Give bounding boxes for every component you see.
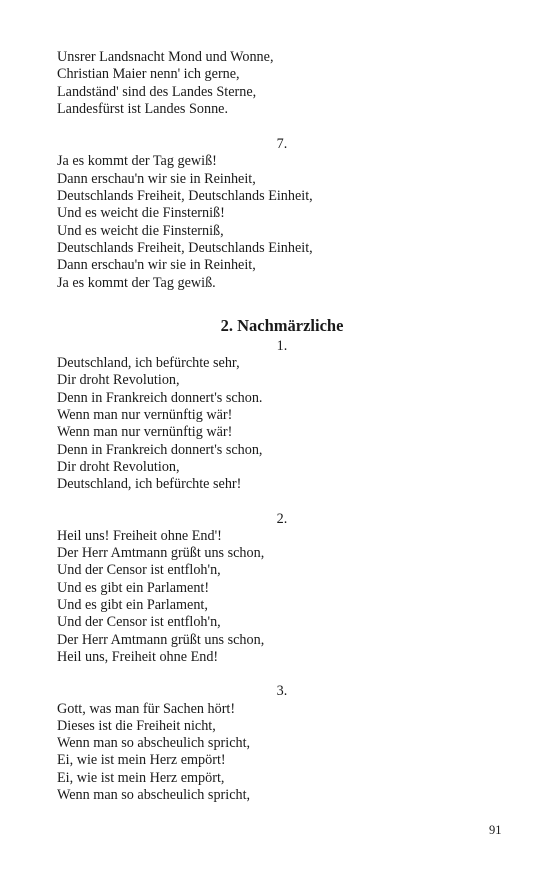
verse-line: Deutschland, ich befürchte sehr! xyxy=(57,476,242,493)
verse-line: Wenn man so abscheulich spricht, xyxy=(57,735,251,752)
stanza-number: 2. xyxy=(276,510,288,527)
stanza-3 xyxy=(57,683,507,804)
verse-line: Heil uns, Freiheit ohne End! xyxy=(57,648,219,665)
verse-line: Und es gibt ein Parlament! xyxy=(57,579,210,596)
verse-line: Heil uns! Freiheit ohne End'! xyxy=(57,527,222,544)
verse-line: Und es gibt ein Parlament, xyxy=(57,597,208,614)
stanza-2 xyxy=(57,511,507,667)
verse-line: Ei, wie ist mein Herz empört, xyxy=(57,769,225,786)
verse-line: Gott, was man für Sachen hört! xyxy=(57,700,236,717)
verse-line: Dann erschau'n wir sie in Reinheit, xyxy=(57,170,256,187)
verse-line: Deutschlands Freiheit, Deutschlands Einheit, xyxy=(57,188,313,205)
verse-line: Christian Maier nenn' ich gerne, xyxy=(57,66,240,83)
verse-line: Und der Censor ist entfloh'n, xyxy=(57,614,221,631)
verse-line: Der Herr Amtmann grüßt uns schon, xyxy=(57,545,265,562)
verse-line: Dieses ist die Freiheit nicht, xyxy=(57,717,216,734)
verse-line: Ja es kommt der Tag gewiß! xyxy=(57,153,217,170)
verse-line: Wenn man nur vernünftig wär! xyxy=(57,407,233,424)
stanza-number: 3. xyxy=(276,683,288,700)
stanza-number: 7. xyxy=(276,136,288,153)
verse-line: Und es weicht die Finsterniß, xyxy=(57,222,224,239)
verse-line: Ja es kommt der Tag gewiß. xyxy=(57,274,216,291)
verse-line: Deutschland, ich befürchte sehr, xyxy=(57,355,240,372)
stanza-continuation xyxy=(57,49,507,118)
verse-line: Der Herr Amtmann grüßt uns schon, xyxy=(57,631,265,648)
page-number: 91 xyxy=(489,823,502,837)
verse-line: Denn in Frankreich donnert's schon. xyxy=(57,389,263,406)
verse-line: Ei, wie ist mein Herz empört! xyxy=(57,752,226,769)
verse-line: Landständ' sind des Landes Sterne, xyxy=(57,83,257,100)
verse-line: Wenn man nur vernünftig wär! xyxy=(57,424,233,441)
stanza-7 xyxy=(57,136,507,292)
verse-line: Dir droht Revolution, xyxy=(57,372,180,389)
stanza-number: 1. xyxy=(276,337,288,354)
verse-line: Und es weicht die Finsterniß! xyxy=(57,205,225,222)
verse-line: Wenn man so abscheulich spricht, xyxy=(57,786,251,803)
verse-line: Dann erschau'n wir sie in Reinheit, xyxy=(57,257,256,274)
verse-line: Dir droht Revolution, xyxy=(57,458,180,475)
stanza-1 xyxy=(57,338,507,494)
verse-line: Und der Censor ist entfloh'n, xyxy=(57,562,221,579)
section-title: 2. Nachmärzliche xyxy=(220,315,344,335)
verse-line: Landesfürst ist Landes Sonne. xyxy=(57,100,229,117)
verse-line: Deutschlands Freiheit, Deutschlands Einheit, xyxy=(57,239,313,256)
page-content xyxy=(57,49,507,804)
verse-line: Unsrer Landsnacht Mond und Wonne, xyxy=(57,49,274,65)
verse-line: Denn in Frankreich donnert's schon, xyxy=(57,441,263,458)
